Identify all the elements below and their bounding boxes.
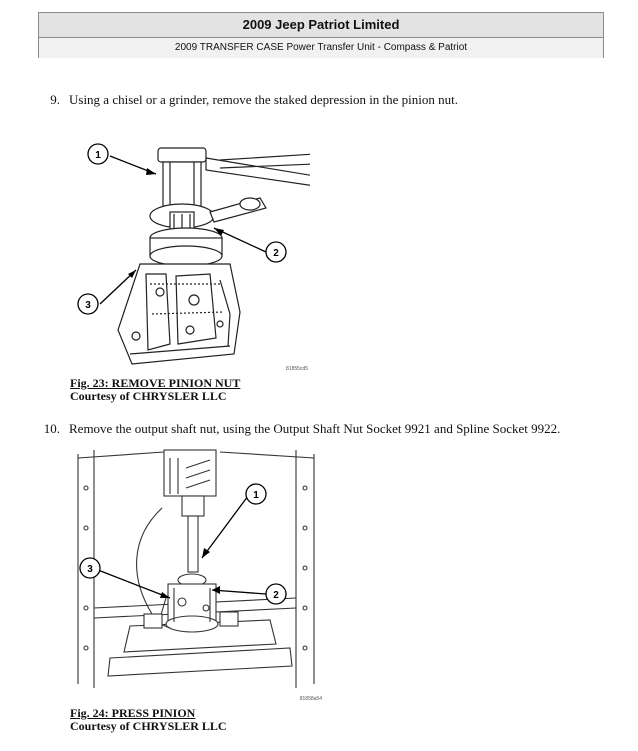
figure-title: Fig. 24: PRESS PINION <box>70 706 196 720</box>
figure-title: Fig. 23: REMOVE PINION NUT <box>70 376 241 390</box>
document-subtitle: 2009 TRANSFER CASE Power Transfer Unit - Compass & Patriot <box>39 38 603 58</box>
callout-1: 1 <box>253 490 259 501</box>
callout-2: 2 <box>273 248 279 259</box>
figure-23-caption <box>70 377 240 403</box>
callout-3: 3 <box>85 300 91 311</box>
callout-3: 3 <box>87 564 93 575</box>
figure-23-illustration <box>70 124 310 374</box>
figure-24-caption <box>70 707 227 733</box>
figure-courtesy: Courtesy of CHRYSLER LLC <box>70 389 227 403</box>
step-text: Using a chisel or a grinder, remove the staked depression in the pinion nut. <box>69 92 459 107</box>
figure-code: 81855cd5 <box>286 366 308 372</box>
step-text: Remove the output shaft nut, using the Output Shaft Nut Socket 9921 and Spline Socket 9922. <box>69 421 561 436</box>
callout-1: 1 <box>95 150 101 161</box>
step-number: 10. <box>43 421 60 436</box>
callout-2: 2 <box>273 590 279 601</box>
figure-24-illustration <box>70 448 328 703</box>
step-number: 9. <box>50 92 60 107</box>
document-header <box>38 12 604 58</box>
figure-code: 81858a54 <box>299 696 322 702</box>
figure-courtesy: Courtesy of CHRYSLER LLC <box>70 719 227 733</box>
document-title: 2009 Jeep Patriot Limited <box>39 13 603 38</box>
